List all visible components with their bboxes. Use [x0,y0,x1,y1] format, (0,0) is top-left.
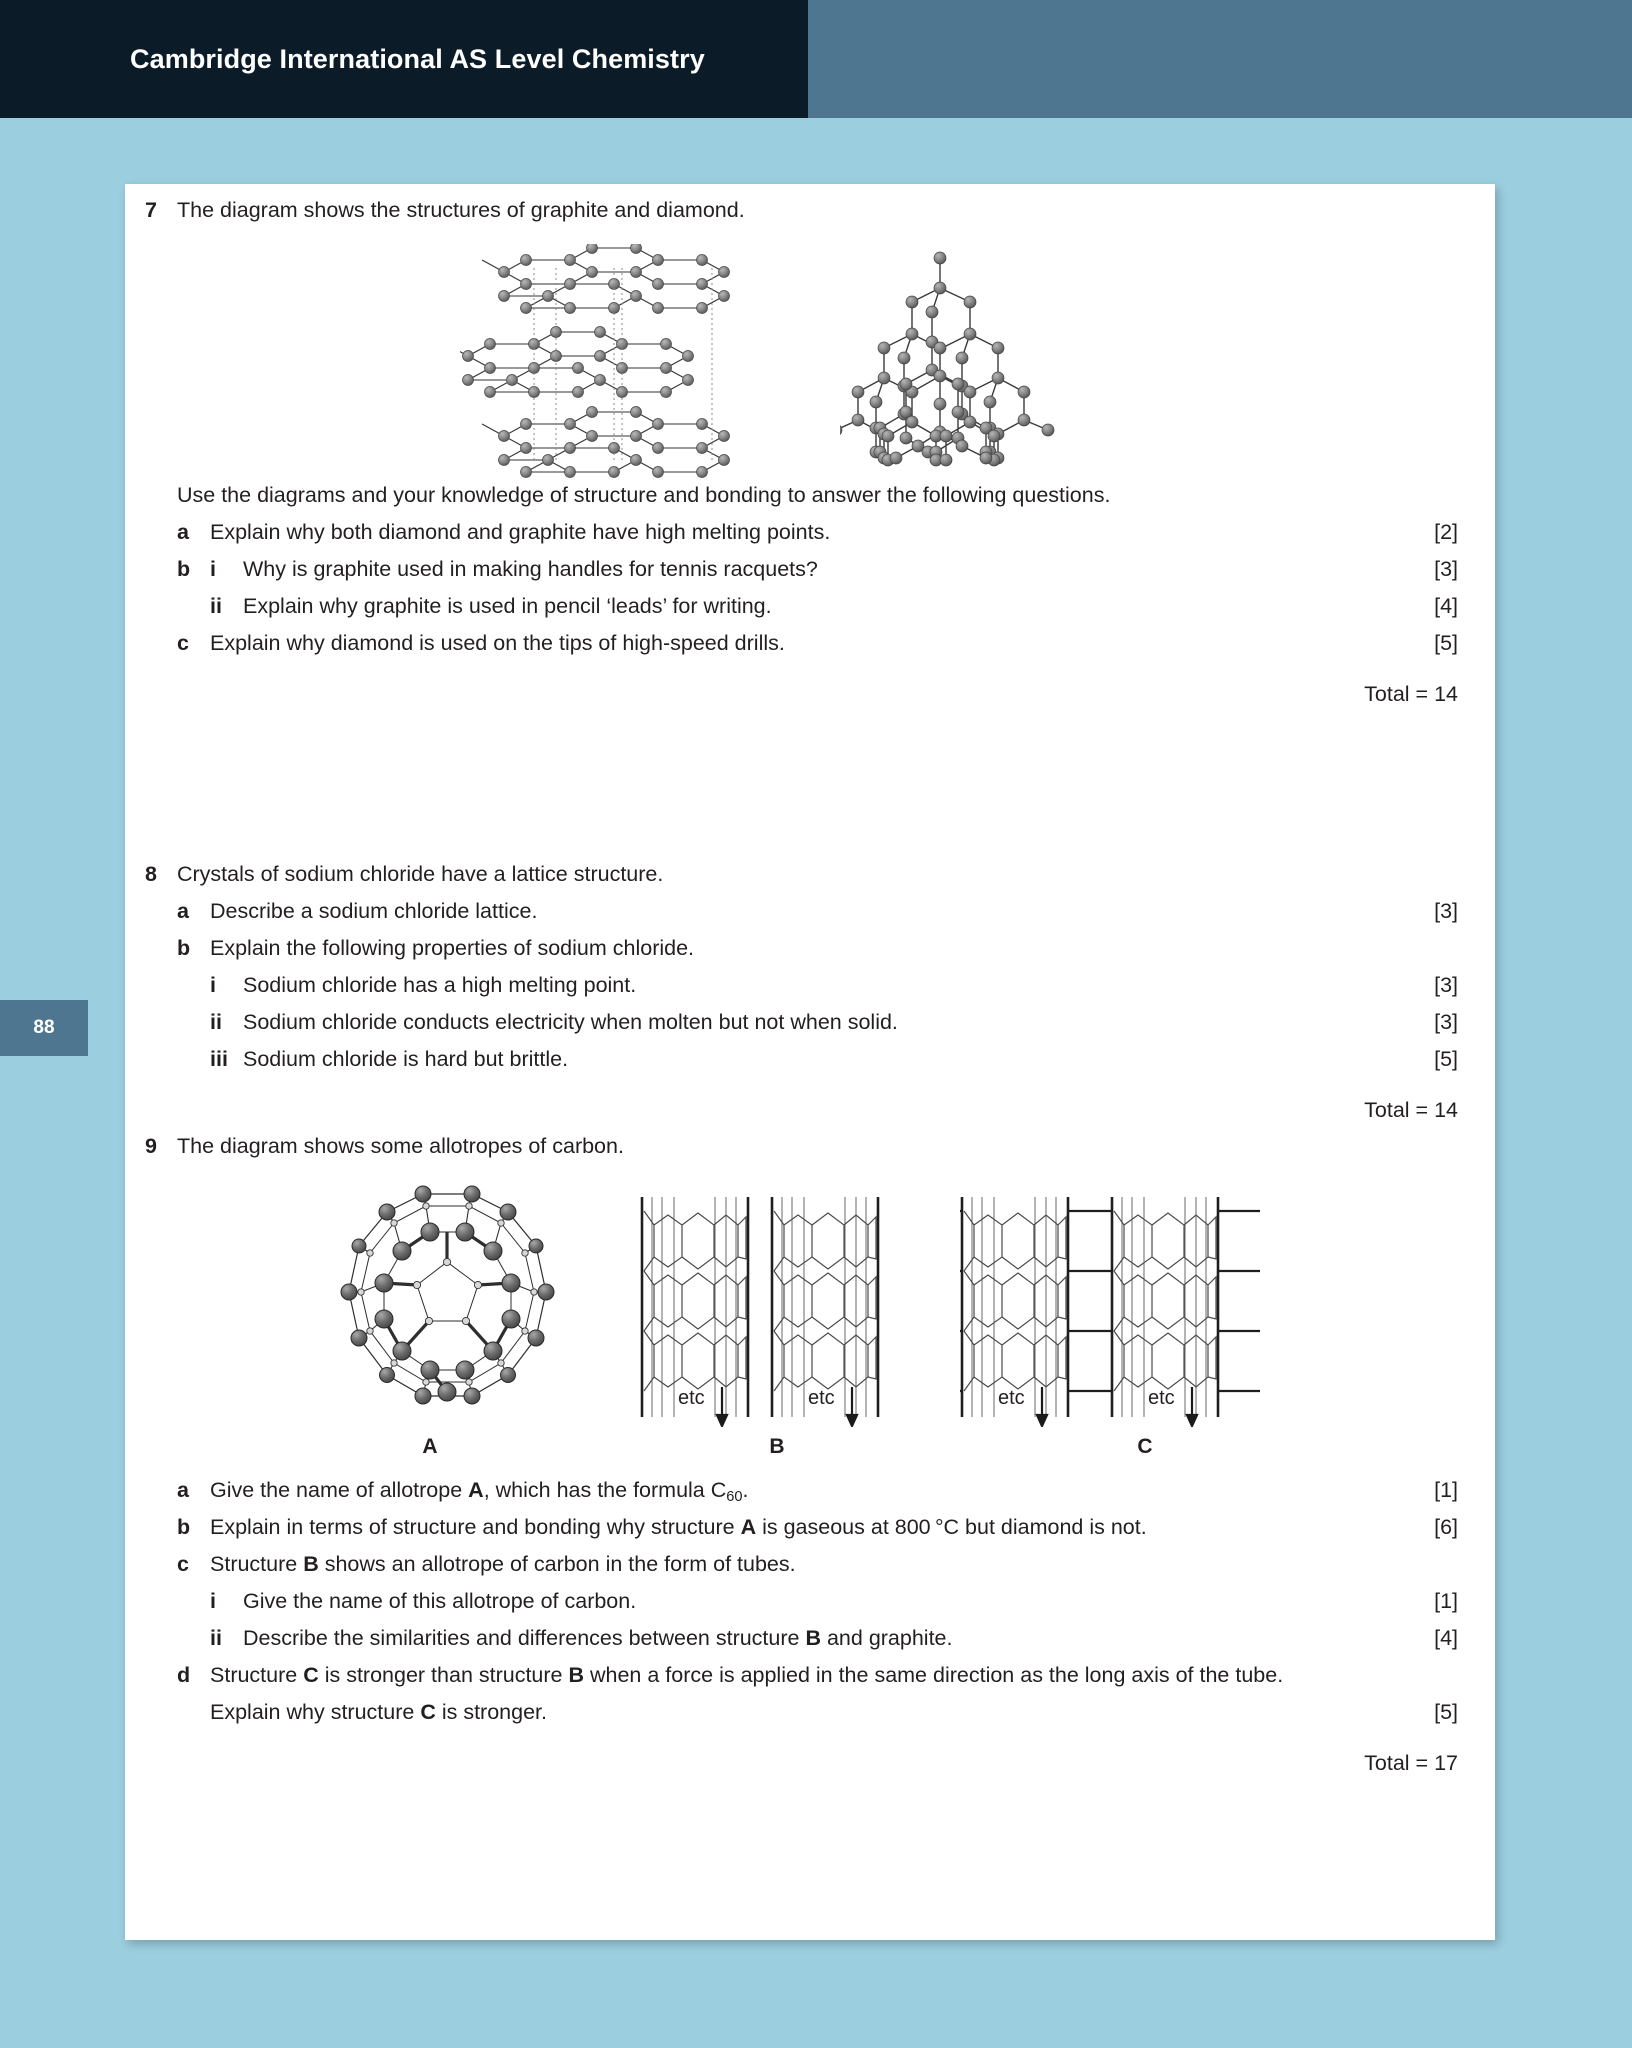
question-8-part-a [125,893,1495,930]
question-8-part-b-ii [125,1004,1495,1041]
question-9 [125,1128,1495,1165]
question-7-part-a [125,514,1495,551]
q9-part-letter-b: b [177,1515,191,1539]
q8-part-b-text: Explain the following properties of sodium chloride. [210,936,695,960]
page-header [0,0,1632,118]
question-9-part-c-ii [125,1620,1495,1657]
q9-part-letter-d: d [177,1663,191,1687]
question-9-stem-row [125,1128,1495,1165]
question-9-part-c [125,1546,1495,1583]
q9-part-c-ii-text: Describe the similarities and differences between structure B and graphite. [243,1626,953,1650]
part-letter-a: a [177,520,189,544]
part-c-text: Explain why diamond is used on the tips of high-speed drills. [210,631,785,655]
q9-part-a-text: Give the name of allotrope A, which has the formula $C_{60}$. [210,1478,749,1506]
question-9-part-a [125,1472,1495,1509]
question-9-part-b [125,1509,1495,1546]
question-7-intro-row [125,477,1495,514]
part-a-text: Explain why both diamond and graphite have high melting points. [210,520,831,544]
q8-part-b-ii-text: Sodium chloride conducts electricity when molten but not when solid. [243,1010,898,1034]
question-8-total: Total = 14 [1364,1098,1458,1122]
page-sheet [125,184,1495,1940]
q8-part-b-i-text: Sodium chloride has a high melting point. [243,973,637,997]
question-9-part-d-cont [125,1694,1495,1731]
q9-part-d-marks: [5] [1434,1700,1458,1724]
part-c-marks: [5] [1434,631,1458,655]
q9-roman-i: i [210,1589,216,1613]
question-9-part-c-i [125,1583,1495,1620]
question-7-part-b-ii [125,588,1495,625]
q9-part-d-text: Structure C is stronger than structure B when a force is applied in the same direction as the long axis of the tube. [210,1663,1284,1687]
question-9-part-d [125,1657,1495,1694]
question-8-number: 8 [145,862,157,886]
part-letter-b: b [177,557,191,581]
graphite-structure-figure [460,244,760,484]
q9-part-b-text: Explain in terms of structure and bonding why structure A is gaseous at 800 °C but diamond is not. [210,1515,1147,1539]
question-7-intro: Use the diagrams and your knowledge of structure and bonding to answer the following questions. [177,483,1111,507]
q9-part-d-text-cont: Explain why structure C is stronger. [210,1700,547,1724]
part-b-ii-marks: [4] [1434,594,1458,618]
etc-label-b2: etc [808,1387,835,1409]
q9-part-c-i-text: Give the name of this allotrope of carbon. [243,1589,637,1613]
etc-label-c2: etc [1148,1387,1175,1409]
q8-part-b-iii-text: Sodium chloride is hard but brittle. [243,1047,569,1071]
question-9-number: 9 [145,1134,157,1158]
question-8-part-b-i [125,967,1495,1004]
question-8 [125,856,1495,1128]
q9-part-c-text: Structure B shows an allotrope of carbon in the form of tubes. [210,1552,796,1576]
fullerene-figure [330,1184,565,1419]
diamond-structure-svg [840,246,1070,481]
question-7-part-b-i [125,551,1495,588]
q8-part-a-text: Describe a sodium chloride lattice. [210,899,538,923]
part-b-i-text: Why is graphite used in making handles for tennis racquets? [243,557,818,581]
q9-part-c-ii-marks: [4] [1434,1626,1458,1650]
question-9-total-row [125,1731,1495,1781]
q8-part-a-marks: [3] [1434,899,1458,923]
page-number-tab [0,1000,88,1056]
q8-roman-i: i [210,973,216,997]
q9-part-letter-a: a [177,1478,189,1502]
etc-label-b1: etc [678,1387,705,1409]
question-7 [125,192,1495,229]
figure-label-B: B [769,1435,785,1458]
part-letter-c: c [177,631,189,655]
question-7-total: Total = 14 [1364,682,1458,706]
q9-part-b-marks: [6] [1434,1515,1458,1539]
question-7-number: 7 [145,198,157,222]
q8-part-b-i-marks: [3] [1434,973,1458,997]
question-9-stem: The diagram shows some allotropes of carbon. [177,1134,624,1158]
question-7-stem: The diagram shows the structures of graphite and diamond. [177,198,745,222]
header-title: Cambridge International AS Level Chemistry [130,44,705,74]
q9-roman-ii: ii [210,1626,222,1650]
part-b-ii-text: Explain why graphite is used in pencil ‘leads’ for writing. [243,594,772,618]
figure-label-C: C [1137,1435,1153,1458]
part-roman-i: i [210,557,216,581]
etc-label-c1: etc [998,1387,1025,1409]
question-7-total-row [125,662,1495,712]
graphite-structure-svg [460,244,760,484]
question-9-total: Total = 17 [1364,1751,1458,1775]
q8-part-letter-b: b [177,936,191,960]
part-roman-ii: ii [210,594,222,618]
q9-part-c-i-marks: [1] [1434,1589,1458,1613]
question-8-total-row [125,1078,1495,1128]
figure-label-A: A [422,1435,438,1458]
question-8-stem-row [125,856,1495,893]
part-b-i-marks: [3] [1434,557,1458,581]
question-8-stem: Crystals of sodium chloride have a lattice structure. [177,862,664,886]
question-8-part-b [125,930,1495,967]
fullerene-svg [330,1184,565,1419]
question-9-parts [125,1472,1495,1781]
question-7-part-c [125,625,1495,662]
diamond-structure-figure [840,246,1070,481]
q8-roman-ii: ii [210,1010,222,1034]
question-8-part-b-iii [125,1041,1495,1078]
question-7-parts [125,477,1495,712]
q9-part-letter-c: c [177,1552,189,1576]
q8-part-b-ii-marks: [3] [1434,1010,1458,1034]
q8-part-b-iii-marks: [5] [1434,1047,1458,1071]
q8-part-letter-a: a [177,899,189,923]
question-7-stem-row [125,192,1495,229]
part-a-marks: [2] [1434,520,1458,544]
q9-part-a-marks: [1] [1434,1478,1458,1502]
page-number-label: 88 [33,1017,55,1038]
q8-roman-iii: iii [210,1047,228,1071]
